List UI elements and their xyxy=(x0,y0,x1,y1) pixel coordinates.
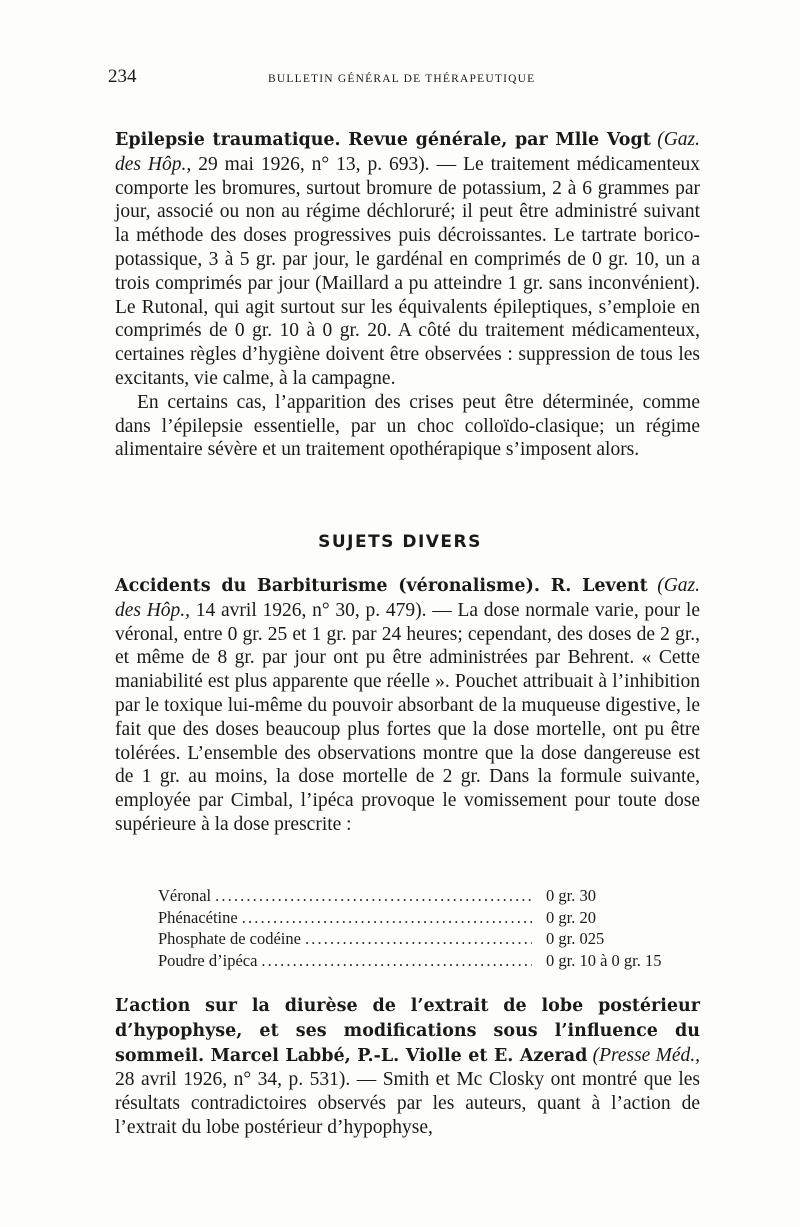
leader-dots xyxy=(305,928,532,950)
article-hypophyse xyxy=(115,994,700,1140)
article-epilepsie-reference: 29 mai 1926, n° 13, p. 693). xyxy=(198,153,430,175)
article-hypophyse-paragraph xyxy=(115,994,700,1140)
formula-ingredient: Phénacétine xyxy=(158,907,238,927)
article-epilepsie-body: — Le traitement médicamenteux comporte les bromures, surtout bromure de potassium, 2 à 6 grammes par jour, associé ou non au régime déchloruré; il peut être administré suivant la méthode des doses progressives puis décroissantes. Le tartrate borico-potassique, 3 à 5 gr. par jour, le gardénal en comprimés de 0 gr. 10, un a trois comprimés par jour (Maillard a pu atteindre 1 gr. sans inconvénient). Le Rutonal, qui agit surtout sur les équivalents épileptiques, s’emploie en comprimés de 0 gr. 10 à 0 gr. 20. A côté du traitement médicamenteux, certaines règles d’hygiène doivent être observées : suppression de tous les excitants, vie calme, à la campagne. xyxy=(115,153,701,389)
formula-ingredient: Véronal xyxy=(158,886,212,905)
running-head: BULLETIN GÉNÉRAL DE THÉRAPEUTIQUE xyxy=(268,73,536,85)
formula-row xyxy=(158,907,678,929)
formula-quantity: 0 gr. 20 xyxy=(546,907,596,927)
article-hypophyse-source: (Presse Méd., xyxy=(592,1044,700,1066)
article-epilepsie-paragraph-1 xyxy=(115,128,700,391)
article-barbiturisme xyxy=(115,574,700,837)
article-barbiturisme-source: (Gaz. des Hôp., xyxy=(115,575,700,621)
article-epilepsie-paragraph-2: En certains cas, l’apparition des crises peut être déterminée, comme dans l’épilepsie essentielle, par un choc colloïdo-clasique; un régime alimentaire sévère et un traitement opothérapique s’imposent alors. xyxy=(115,391,700,461)
article-barbiturisme-reference: 14 avril 1926, n° 30, p. 479). xyxy=(195,599,427,621)
article-epilepsie-title: Epilepsie traumatique. Revue générale, par Mlle Vogt xyxy=(115,130,651,150)
section-heading: SUJETS DIVERS xyxy=(318,532,482,552)
formula-row xyxy=(158,885,678,907)
article-barbiturisme-paragraph xyxy=(115,574,700,837)
formula-quantity: 0 gr. 025 xyxy=(546,929,605,948)
page-number: 234 xyxy=(108,66,137,87)
article-hypophyse-body: — Smith et Mc Closky ont montré que les résultats contradictoires observés par les auteurs, quant à l’action de l’extrait du lobe postérieur d’hypophyse, xyxy=(115,1069,700,1138)
article-barbiturisme-body: — La dose normale varie, pour le véronal, entre 0 gr. 25 et 1 gr. par 24 heures; cependant, des doses de 2 gr., et même de 8 gr. par jour ont pu être administrées par Behrent. « Cette maniabilité est plus apparente que réelle ». Pouchet attribuait à l’inhibition par le toxique lui-même du pouvoir absorbant de la muqueuse digestive, le fait que des doses beaucoup plus fortes que la dose mortelle, ont pu être tolérées. L’ensemble des observations montre que la dose dangereuse est de 1 gr. au moins, la dose mortelle de 2 gr. Dans la formule suivante, employée par Cimbal, l’ipéca provoque le vomissement pour toute dose supérieure à la dose prescrite : xyxy=(115,599,700,835)
formula-quantity: 0 gr. 10 à 0 gr. 15 xyxy=(546,950,662,970)
formula-quantity: 0 gr. 30 xyxy=(546,886,596,905)
prescription-formula xyxy=(158,885,678,971)
article-hypophyse-reference: 28 avril 1926, n° 34, p. 531). xyxy=(115,1069,351,1091)
article-hypophyse-title: L’action sur la diurèse de l’extrait de lobe postérieur d’hypophyse, et ses modifications sous l’influence du sommeil. Marcel Labbé, P.-L. Violle et E. Azerad xyxy=(115,996,700,1066)
leader-dots xyxy=(215,885,532,907)
formula-ingredient: Phosphate de codéine xyxy=(158,929,301,948)
formula-row xyxy=(158,950,678,972)
article-epilepsie xyxy=(115,128,700,462)
leader-dots xyxy=(261,950,532,972)
page-header xyxy=(108,66,708,96)
formula-ingredient: Poudre d’ipéca xyxy=(158,950,258,970)
article-epilepsie-source: (Gaz. des Hôp., xyxy=(115,129,700,175)
article-barbiturisme-title: Accidents du Barbiturisme (véronalisme). R. Levent xyxy=(115,576,648,596)
leader-dots xyxy=(242,907,532,929)
formula-row xyxy=(158,928,678,950)
